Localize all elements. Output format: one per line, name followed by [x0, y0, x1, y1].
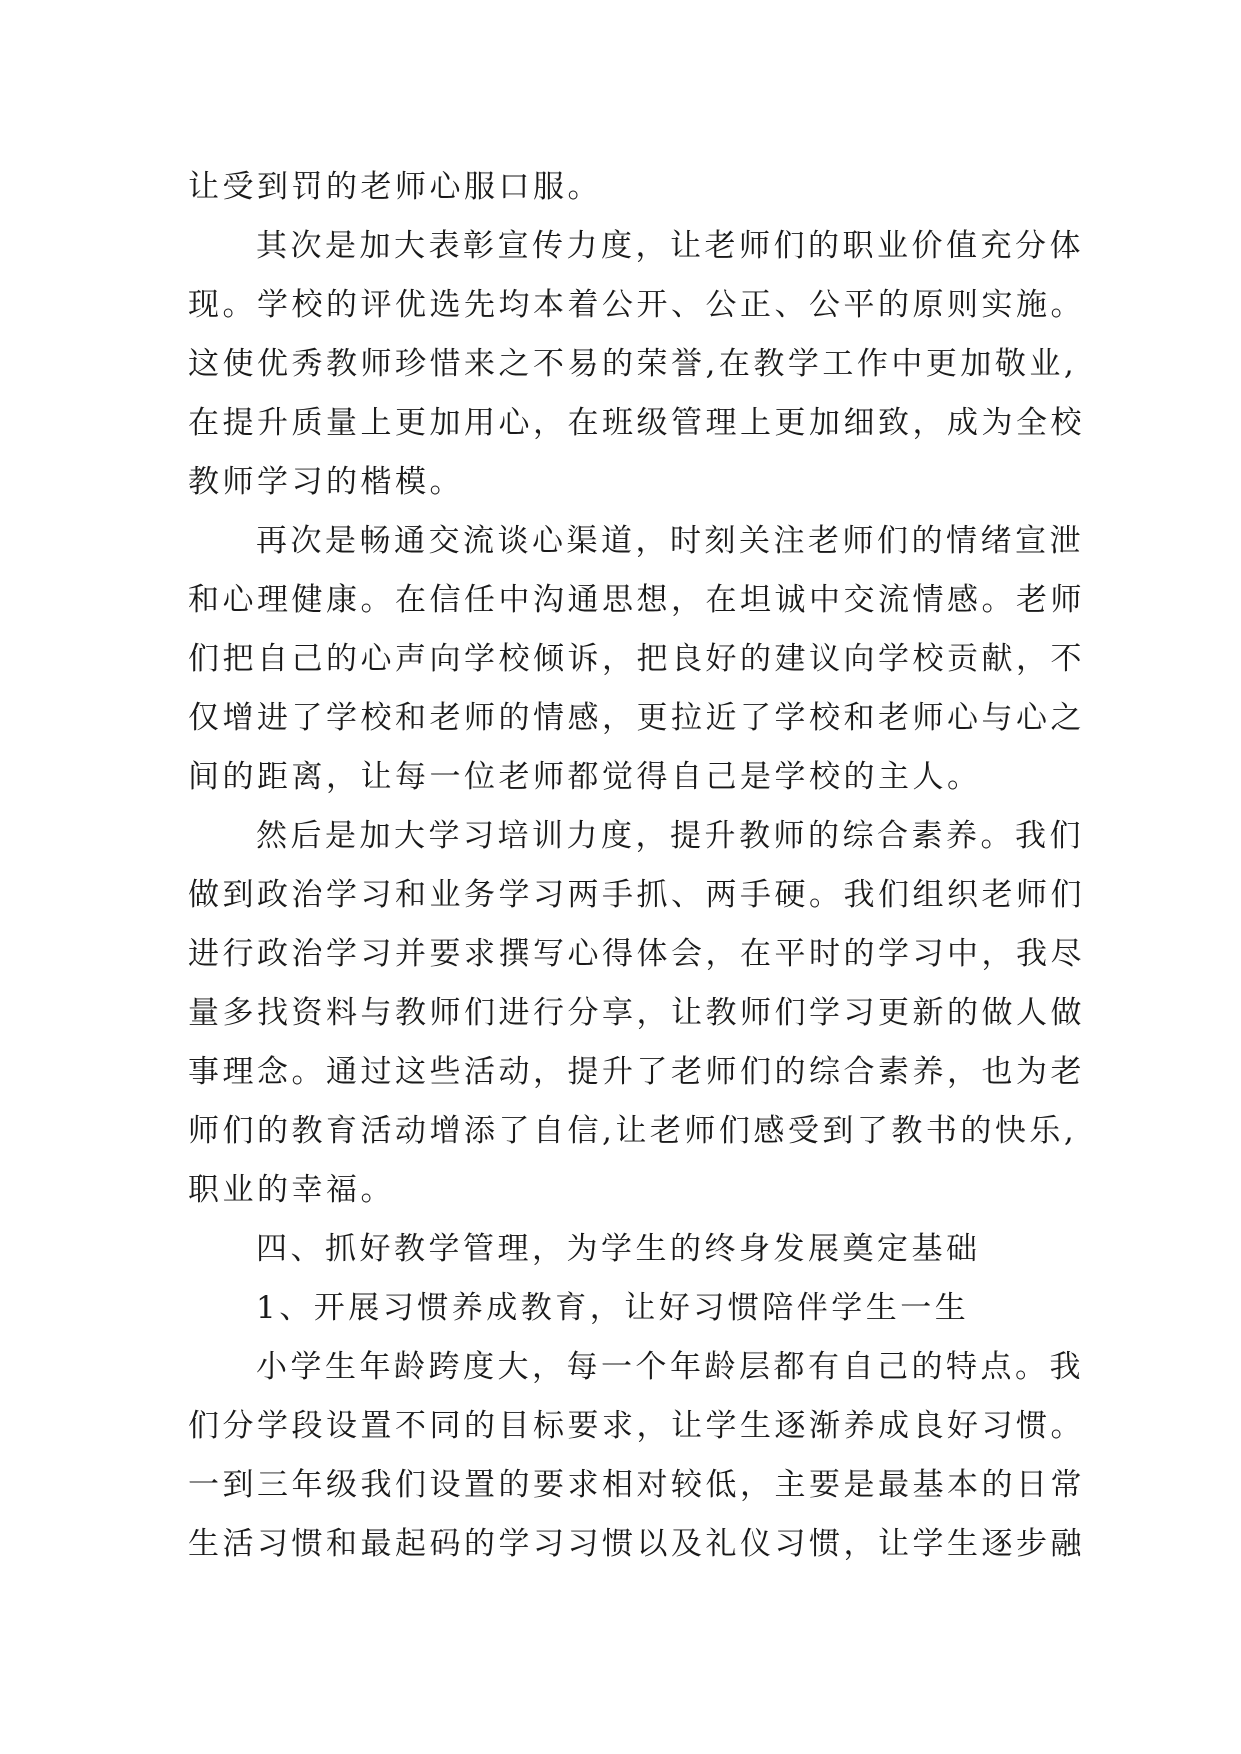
text-line: 现。学校的评优选先均本着公开、公正、公平的原则实施。: [188, 287, 1085, 323]
body-text: [188, 158, 1085, 1574]
text-line: 仅增进了学校和老师的情感，更拉近了学校和老师心与心之: [188, 700, 1085, 736]
text-line: 们分学段设置不同的目标要求，让学生逐渐养成良好习惯。: [188, 1408, 1085, 1444]
section-heading: 四、抓好教学管理，为学生的终身发展奠定基础: [256, 1231, 981, 1267]
text-line: 在提升质量上更加用心，在班级管理上更加细致，成为全校: [188, 405, 1085, 441]
text-line: 量多找资料与教师们进行分享，让教师们学习更新的做人做: [188, 995, 1085, 1031]
text-line: 间的距离，让每一位老师都觉得自己是学校的主人。: [188, 759, 982, 795]
text-line: 做到政治学习和业务学习两手抓、两手硬。我们组织老师们: [188, 877, 1085, 913]
subsection-heading: 1、开展习惯养成教育，让好习惯陪伴学生一生: [256, 1290, 970, 1326]
text-line: 进行政治学习并要求撰写心得体会，在平时的学习中，我尽: [188, 936, 1085, 972]
text-line: 这使优秀教师珍惜来之不易的荣誉,在教学工作中更加敬业,: [188, 346, 1078, 382]
text-line: 们把自己的心声向学校倾诉，把良好的建议向学校贡献，不: [188, 641, 1085, 677]
paragraph-first-line: 然后是加大学习培训力度，提升教师的综合素养。我们: [256, 818, 1084, 854]
text-line: 生活习惯和最起码的学习习惯以及礼仪习惯，让学生逐步融: [188, 1526, 1085, 1562]
paragraph-first-line: 再次是畅通交流谈心渠道，时刻关注老师们的情绪宣泄: [256, 523, 1084, 559]
paragraph-first-line: 小学生年龄跨度大，每一个年龄层都有自己的特点。我: [256, 1349, 1084, 1385]
text-line: 让受到罚的老师心服口服。: [188, 169, 602, 205]
paragraph-first-line: 其次是加大表彰宣传力度，让老师们的职业价值充分体: [256, 228, 1084, 264]
text-line: 职业的幸福。: [188, 1172, 395, 1208]
text-line: 教师学习的楷模。: [188, 464, 464, 500]
text-line: 师们的教育活动增添了自信,让老师们感受到了教书的快乐,: [188, 1113, 1078, 1149]
text-line: 和心理健康。在信任中沟通思想，在坦诚中交流情感。老师: [188, 582, 1085, 618]
text-line: 一到三年级我们设置的要求相对较低，主要是最基本的日常: [188, 1467, 1085, 1503]
text-line: 事理念。通过这些活动，提升了老师们的综合素养，也为老: [188, 1054, 1085, 1090]
